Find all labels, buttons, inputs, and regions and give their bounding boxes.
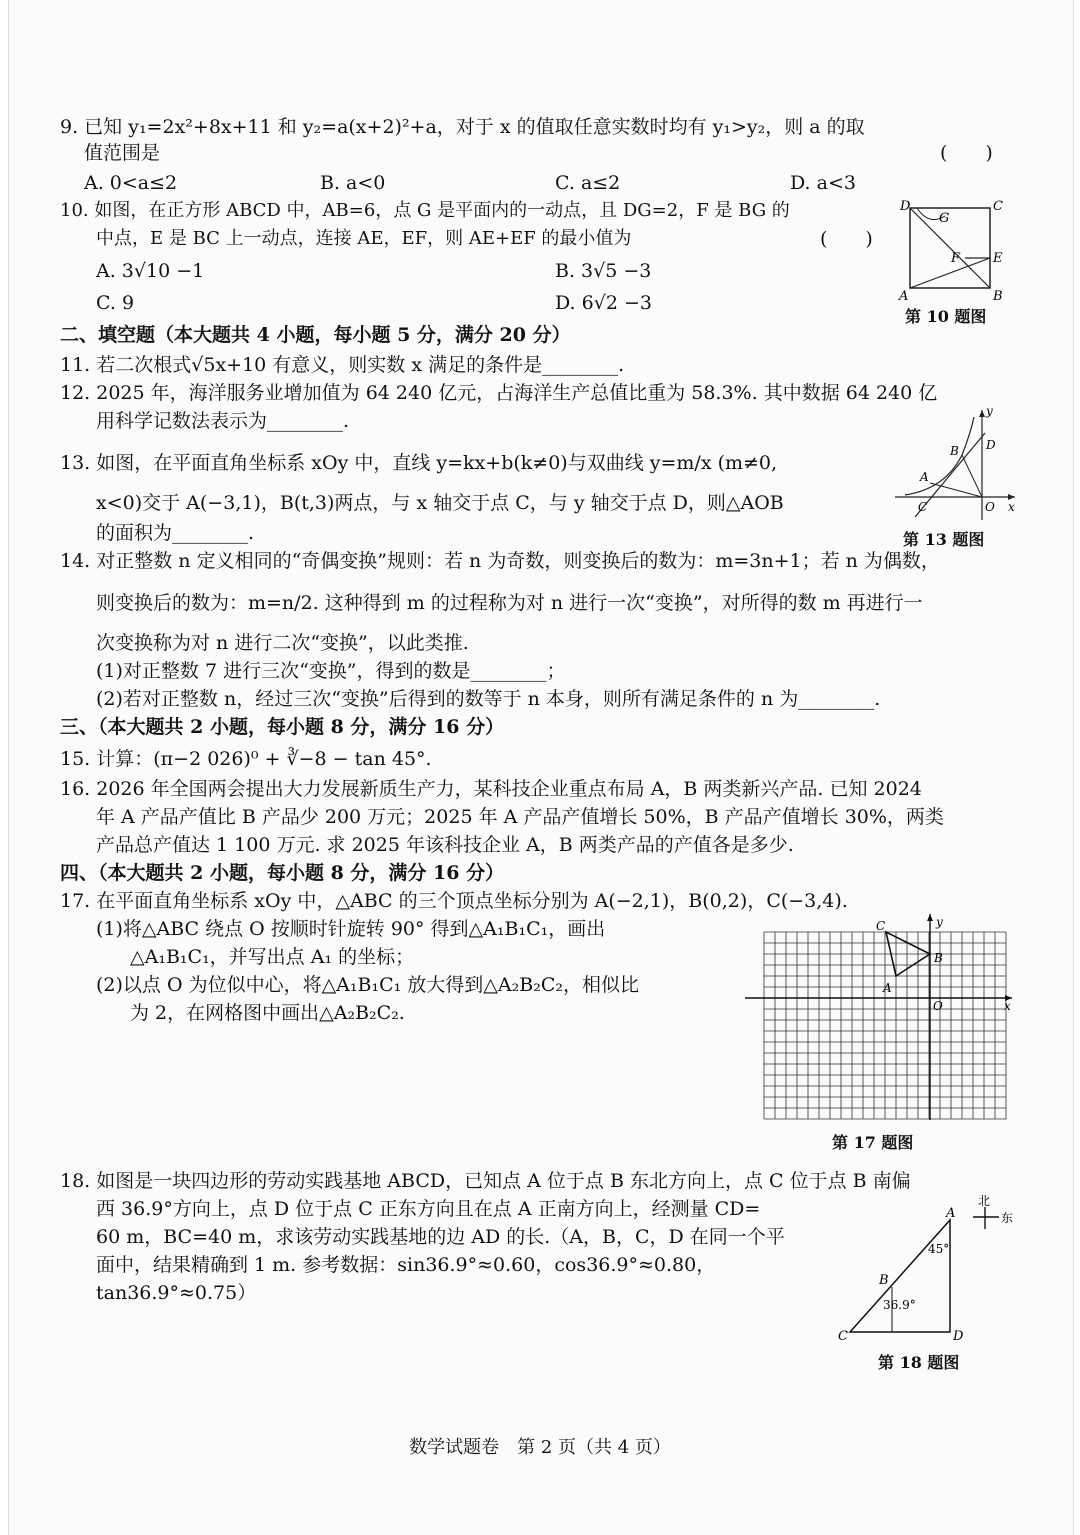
q17-line1: 17. 在平面直角坐标系 xOy 中，△ABC 的三个顶点坐标分别为 A(−2,1)，B(0,2)，C(−3,4). [60,890,848,912]
hyperbola [905,417,974,495]
label-o: O [985,500,995,514]
q17-part1b: △A₁B₁C₁，并写出点 A₁ 的坐标； [130,946,415,968]
q13-line1: 13. 如图，在平面直角坐标系 xOy 中，直线 y=kx+b(k≠0)与双曲线 y=m/x (m≠0, [60,452,778,474]
q14-line2: 则变换后的数为：m=n/2. 这种得到 m 的过程称为对 n 进行一次“变换”，对所得的数 m 再进行一 [96,592,923,614]
q18-line4: 面中，结果精确到 1 m. 参考数据：sin36.9°≈0.60，cos36.9°≈0.80， [96,1254,716,1276]
q18-figure [835,1195,1020,1345]
q9-answer-paren: ( ) [940,142,993,164]
section-3-heading: 三、（本大题共 2 小题，每小题 8 分，满分 16 分） [60,716,505,738]
q10-figure [895,196,1015,306]
q18-figure-caption: 第 18 题图 [878,1353,960,1372]
y-axis-arrow [927,914,933,921]
q9-line1: 9. 已知 y₁=2x²+8x+11 和 y₂=a(x+2)²+a，对于 x 的值取任意实数时均有 y₁>y₂，则 a 的取 [60,116,865,138]
q9-option-a: A. 0<a≤2 [84,172,178,194]
section-4-heading: 四、（本大题共 2 小题，每小题 8 分，满分 16 分） [60,862,505,884]
label-a: A [946,1206,956,1221]
q17-part2a: (2)以点 O 为位似中心，将△A₁B₁C₁ 放大得到△A₂B₂C₂，相似比 [96,974,639,996]
q10-answer-paren: ( ) [820,228,873,250]
q9-option-d: D. a<3 [790,172,856,194]
label-b: B [993,289,1003,304]
label-e: E [993,251,1003,266]
q18-line2: 西 36.9°方向上，点 D 位于点 C 正东方向且在点 A 正南方向上，经测量 CD= [96,1198,761,1220]
label-c: C [918,500,928,514]
q14-part2: (2)若对正整数 n，经过三次“变换”后得到的数等于 n 本身，则所有满足条件的 n 为________. [96,688,881,710]
q17-grid-figure [740,910,1015,1125]
y-axis-arrow [979,410,985,417]
label-g: G [939,211,950,226]
q12-line1: 12. 2025 年，海洋服务业增加值为 64 240 亿元，占海洋生产总值比重为 58.3%. 其中数据 64 240 亿 [60,382,938,404]
q17-part2b: 为 2，在网格图中画出△A₂B₂C₂. [130,1002,405,1024]
label-b: B [934,951,943,965]
q9-option-c: C. a≤2 [555,172,621,194]
label-b: B [950,444,959,458]
label-d: D [900,199,911,214]
grid-lines [764,932,1006,1119]
compass-north-label: 北 [978,1195,991,1208]
label-d: D [986,438,996,452]
label-c: C [876,919,886,933]
q17-part1a: (1)将△ABC 绕点 O 按顺时针旋转 90° 得到△A₁B₁C₁，画出 [96,918,606,940]
label-y: y [986,405,993,418]
segment-dg-b [910,208,990,288]
q10-figure-caption: 第 10 题图 [905,307,987,326]
q17-figure-caption: 第 17 题图 [832,1133,914,1152]
q13-figure-caption: 第 13 题图 [903,530,985,549]
q14-line3: 次变换称为对 n 进行二次“变换”，以此类推. [96,632,469,654]
q14-part1: (1)对正整数 7 进行三次“变换”，得到的数是________； [96,660,566,682]
q9-line2: 值范围是 [84,142,161,164]
label-c: C [993,199,1003,214]
label-a: A [883,981,892,995]
angle-45: 45° [928,1242,950,1256]
q13-figure [890,405,1020,523]
compass-east-label: 东 [1001,1211,1014,1225]
angle-36-9: 36.9° [883,1298,916,1312]
q16-line2: 年 A 产品产值比 B 产品少 200 万元；2025 年 A 产品产值增长 50%，B 产品产值增长 30%，两类 [96,806,944,828]
q10-option-a: A. 3√10 −1 [96,260,205,282]
segment-bo [962,455,982,497]
label-d: D [953,1329,964,1344]
q14-line1: 14. 对正整数 n 定义相同的“奇偶变换”规则：若 n 为奇数，则变换后的数为：m=3n+1；若 n 为偶数， [60,550,940,572]
page-footer: 数学试题卷 第 2 页（共 4 页） [409,1437,671,1458]
label-o: O [933,999,943,1013]
label-a: A [920,470,929,484]
q12-line2: 用科学记数法表示为________. [96,410,350,432]
label-y: y [936,915,943,929]
triangle-acd [850,1220,950,1332]
label-x: x [1008,500,1015,514]
q11-line: 11. 若二次根式√5x+10 有意义，则实数 x 满足的条件是________. [60,354,625,376]
section-2-heading: 二、填空题（本大题共 4 小题，每小题 5 分，满分 20 分） [60,324,571,346]
q15-line: 15. 计算：(π−2 026)⁰ + ∛−8 − tan 45°. [60,748,432,770]
q18-line1: 18. 如图是一块四边形的劳动实践基地 ABCD，已知点 A 位于点 B 东北方向上，点 C 位于点 B 南偏 [60,1170,911,1192]
q10-line1: 10. 如图，在正方形 ABCD 中，AB=6，点 G 是平面内的一动点，且 DG=2，F 是 BG 的 [60,200,790,221]
label-a: A [899,289,909,304]
label-c: C [838,1329,848,1344]
q16-line3: 产品总产值达 1 100 万元. 求 2025 年该科技企业 A，B 两类产品的产值各是多少. [96,834,794,856]
q10-option-d: D. 6√2 −3 [555,292,652,314]
q10-option-c: C. 9 [96,292,135,314]
segment-ae [910,258,990,288]
q18-line5: tan36.9°≈0.75） [96,1282,257,1304]
label-b: B [879,1273,889,1288]
q13-line2: x<0)交于 A(−3,1)，B(t,3)两点，与 x 轴交于点 C，与 y 轴交于点 D，则△AOB [96,492,784,514]
q16-line1: 16. 2026 年全国两会提出大力发展新质生产力，某科技企业重点布局 A，B 两类新兴产品. 已知 2024 [60,778,922,800]
q9-option-b: B. a<0 [320,172,386,194]
q10-line2: 中点，E 是 BC 上一动点，连接 AE，EF，则 AE+EF 的最小值为 [96,228,632,249]
q10-option-b: B. 3√5 −3 [555,260,652,282]
label-x: x [1004,999,1011,1013]
q13-line3: 的面积为________. [96,522,255,544]
label-f: F [951,251,961,266]
q18-line3: 60 m，BC=40 m，求该劳动实践基地的边 AD 的长.（A，B，C，D 在同一个平 [96,1226,785,1248]
